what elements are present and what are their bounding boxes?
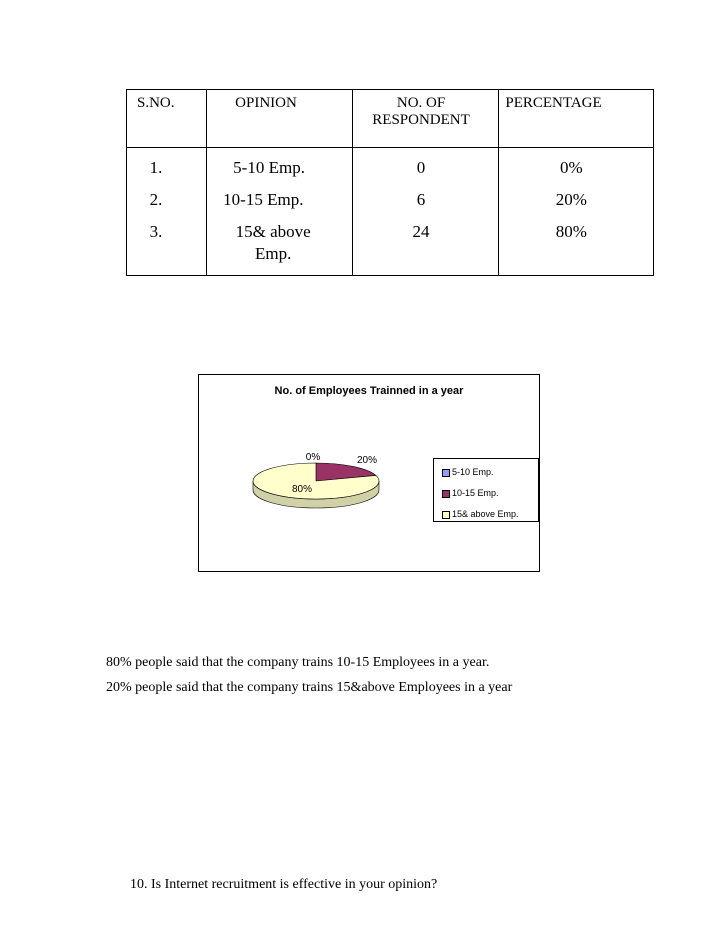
legend-swatch xyxy=(442,511,450,519)
legend-item xyxy=(442,487,499,499)
legend-label: 5-10 Emp. xyxy=(452,467,494,477)
table-header-row xyxy=(127,90,654,148)
cell-respondents: 6 xyxy=(353,189,499,221)
legend-label: 15& above Emp. xyxy=(452,509,519,519)
survey-table xyxy=(126,89,654,276)
chart-legend xyxy=(433,458,539,522)
legend-swatch xyxy=(442,490,450,498)
pie-data-label: 20% xyxy=(356,455,378,466)
cell-respondents: 0 xyxy=(353,148,499,190)
chart-title: No. of Employees Trainned in a year xyxy=(274,385,464,397)
header-sno: S.NO. xyxy=(127,90,207,148)
cell-opinion: 5-10 Emp. xyxy=(207,148,353,190)
legend-item xyxy=(442,466,494,478)
table-row xyxy=(127,221,654,276)
cell-sno: 3. xyxy=(127,221,207,276)
cell-sno: 2. xyxy=(127,189,207,221)
pie-data-label: 0% xyxy=(305,452,321,463)
finding-paragraph-1: 80% people said that the company trains 10-15 Employees in a year. xyxy=(106,655,490,670)
cell-percentage: 0% xyxy=(499,148,654,190)
pie-data-label: 80% xyxy=(291,484,313,495)
legend-item xyxy=(442,508,519,520)
cell-respondents: 24 xyxy=(353,221,499,276)
cell-percentage: 20% xyxy=(499,189,654,221)
header-respondent: NO. OF RESPONDENT xyxy=(353,90,499,148)
table-row xyxy=(127,189,654,221)
header-opinion: OPINION xyxy=(207,90,353,148)
header-percentage: PERCENTAGE xyxy=(499,90,654,148)
cell-opinion: 10-15 Emp. xyxy=(207,189,353,221)
pie-chart xyxy=(198,374,540,572)
cell-percentage: 80% xyxy=(499,221,654,276)
legend-swatch xyxy=(442,469,450,477)
finding-paragraph-2: 20% people said that the company trains 15&above Employees in a year xyxy=(106,680,513,695)
table-row xyxy=(127,148,654,190)
legend-label: 10-15 Emp. xyxy=(452,488,499,498)
question-text: 10. Is Internet recruitment is effective in your opinion? xyxy=(130,877,438,892)
cell-sno: 1. xyxy=(127,148,207,190)
cell-opinion: 15& above Emp. xyxy=(207,221,353,276)
